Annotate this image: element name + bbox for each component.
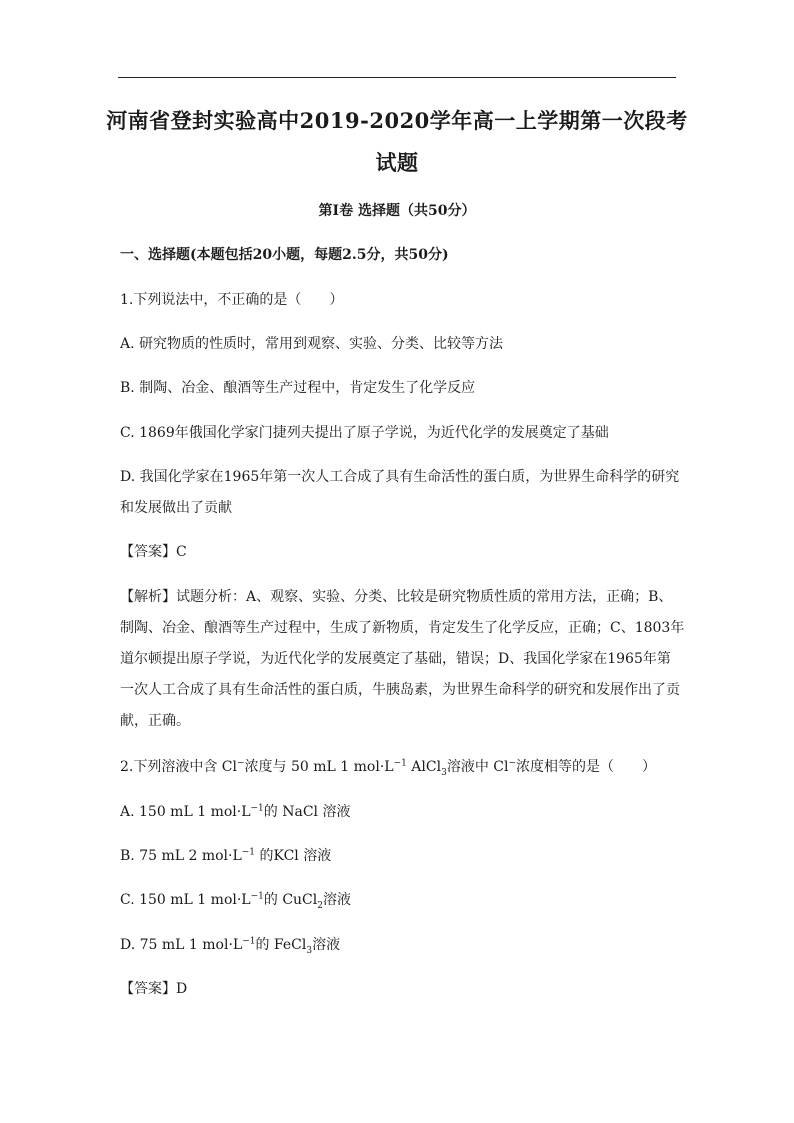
q1-analysis-line: 献，正确。: [120, 713, 190, 729]
q1-analysis-line: 【解析】试题分析：A、观察、实验、分类、比较是研究物质性质的常用方法，正确；B、: [120, 589, 673, 605]
q2-option-d: [120, 934, 340, 954]
subscript: 3: [441, 767, 447, 778]
q2-stem-part: 浓度相等的是（ ）: [516, 759, 657, 775]
header-rule: [118, 77, 676, 78]
q1-analysis-line: 制陶、冶金、酿酒等生产过程中，生成了新物质，肯定发生了化学反应，正确；C、1803年: [120, 620, 685, 636]
q1-option-a: A. 研究物质的性质时，常用到观察、实验、分类、比较等方法: [120, 336, 504, 352]
superscript: −1: [241, 847, 256, 858]
q2-option-c: [120, 889, 351, 909]
option-text: B. 75 mL 2 mol·L: [120, 848, 242, 864]
superscript: −: [237, 758, 245, 769]
q2-stem-part: 2.下列溶液中含 Cl: [120, 759, 237, 775]
option-text: 的 FeCl: [255, 937, 307, 953]
document-title-line2: 试题: [375, 150, 419, 175]
q1-option-b: B. 制陶、冶金、酿酒等生产过程中，肯定发生了化学反应: [120, 380, 476, 396]
q2-option-a: [120, 801, 350, 821]
option-text: 溶液: [322, 892, 351, 908]
subscript: 2: [317, 900, 323, 911]
superscript: −1: [250, 803, 264, 814]
q2-option-b: [120, 845, 331, 865]
section-heading: 一、选择题(本题包括20小题，每题2.5分，共50分): [120, 247, 449, 263]
option-text: 的 NaCl 溶液: [263, 804, 351, 820]
q1-stem: 1.下列说法中，不正确的是（ ）: [120, 292, 344, 308]
q2-stem-part: 溶液中 Cl: [446, 759, 509, 775]
option-text: 的 CuCl: [263, 892, 318, 908]
superscript: −1: [393, 758, 407, 769]
option-text: 溶液: [312, 937, 341, 953]
q2-answer: 【答案】D: [120, 981, 188, 997]
option-text: 的KCl 溶液: [255, 848, 332, 864]
option-text: C. 150 mL 1 mol·L: [120, 892, 251, 908]
q2-stem-part: AlCl: [406, 759, 442, 775]
q2-stem-part: 浓度与 50 mL 1 mol·L: [244, 759, 394, 775]
option-text: A. 150 mL 1 mol·L: [120, 804, 251, 820]
option-text: D. 75 mL 1 mol·L: [120, 937, 243, 953]
q1-option-c: C. 1869年俄国化学家门捷列夫提出了原子学说，为近代化学的发展奠定了基础: [120, 425, 609, 441]
superscript: −: [508, 758, 517, 769]
q1-option-d-line2: 和发展做出了贡献: [120, 500, 232, 516]
q2-stem: [120, 756, 656, 776]
q1-option-d-line1: D. 我国化学家在1965年第一次人工合成了具有生命活性的蛋白质，为世界生命科学的研究: [120, 469, 680, 485]
q1-answer: 【答案】C: [120, 544, 187, 560]
document-title-line1: 河南省登封实验高中2019-2020学年高一上学期第一次段考: [106, 108, 688, 133]
q1-analysis-line: 道尔顿提出原子学说，为近代化学的发展奠定了基础，错误；D、我国化学家在1965年第: [120, 651, 671, 667]
subscript: 3: [306, 945, 313, 956]
q1-analysis-line: 一次人工合成了具有生命活性的蛋白质，牛胰岛素，为世界生命科学的研究和发展作出了贡: [120, 682, 680, 698]
volume-title: 第Ⅰ卷 选择题（共50分）: [318, 203, 476, 219]
superscript: −1: [242, 936, 256, 947]
superscript: −1: [250, 891, 264, 902]
